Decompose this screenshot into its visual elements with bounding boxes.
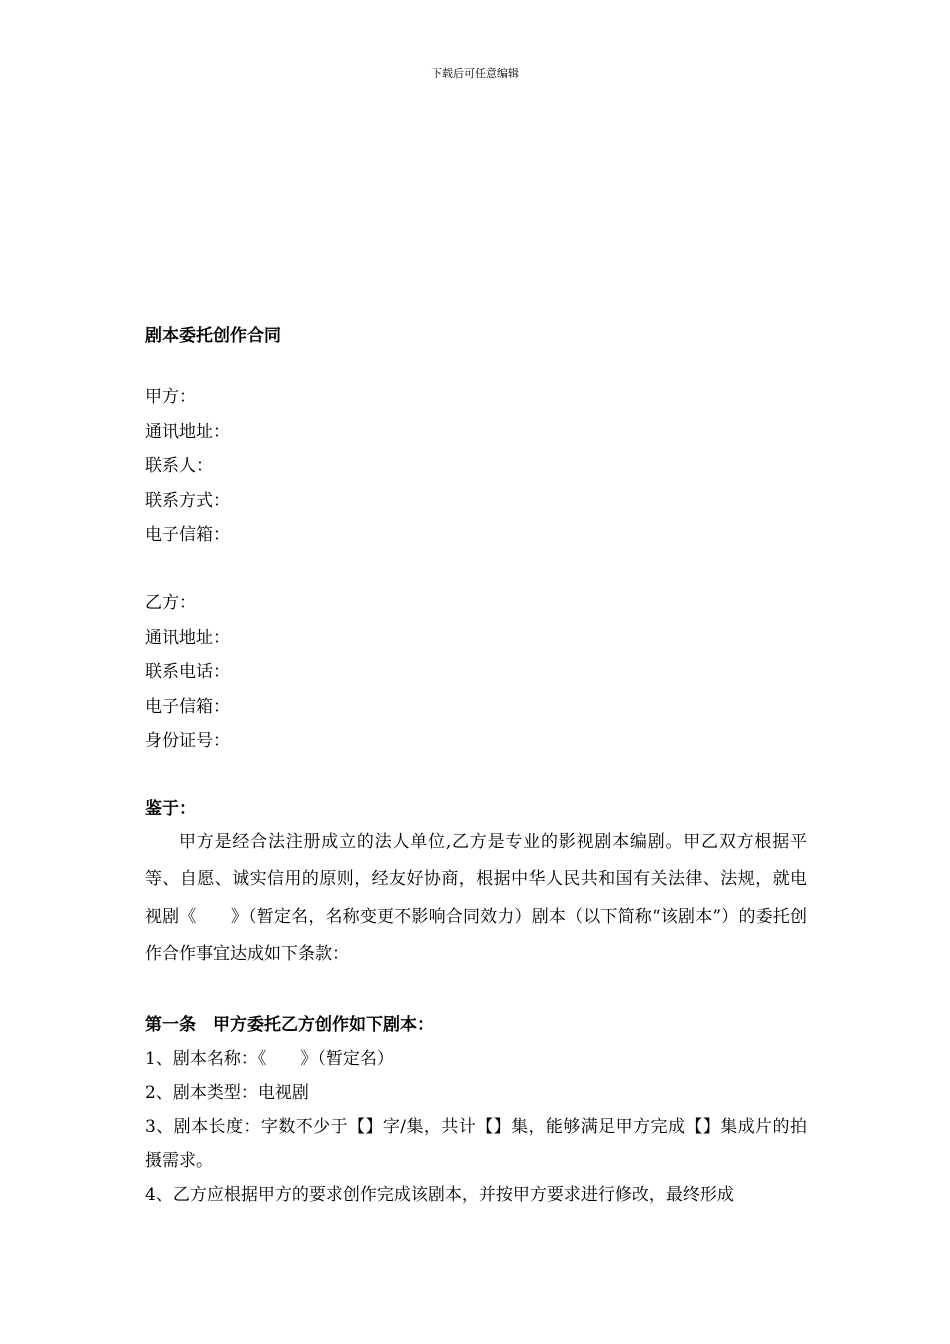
whereas-body: 甲方是经合法注册成立的法人单位,乙方是专业的影视剧本编剧。甲乙双方根据平等、自愿、诚实信用的原则，经友好协商，根据中华人民共和国有关法律、法规，就电视剧《 》（暂定名，名称变更不影响合同效力）剧本（以下简称“该剧本”）的委托创作合作事宜达成如下条款： [145,831,807,964]
party-a-address-label: 通讯地址： [145,421,230,442]
whereas-section [145,792,807,974]
party-a-phone-label: 联系方式： [145,490,230,511]
article-1-item-2: 2、剧本类型：电视剧 [145,1083,309,1103]
party-b-name-label: 乙方： [145,593,196,613]
party-b-address-label: 通讯地址： [145,627,230,648]
party-a-contact-label: 联系人： [145,456,213,476]
party-b-id-label: 身份证号： [145,731,230,751]
party-a-name-label: 甲方： [145,387,196,407]
article-1-heading: 第一条 甲方委托乙方创作如下剧本： [145,1015,434,1035]
party-a-email-label: 电子信箱： [145,525,230,545]
party-b-section [145,586,807,759]
article-1-section [145,1008,807,1212]
party-a-section [145,380,807,553]
page-header-note: 下载后可任意编辑 [431,67,519,80]
document-title: 剧本委托创作合同 [145,326,281,346]
party-b-email-label: 电子信箱： [145,696,230,717]
article-1-item-4: 4、乙方应根据甲方的要求创作完成该剧本，并按甲方要求进行修改，最终形成 [145,1185,734,1205]
article-1-item-1: 1、剧本名称：《 》（暂定名） [145,1049,394,1069]
party-b-phone-label: 联系电话： [145,662,230,682]
whereas-heading: 鉴于： [145,799,196,819]
article-1-item-3: 3、剧本长度：字数不少于【】字/集，共计【】集，能够满足甲方完成【】集成片的拍摄需求。 [145,1117,807,1171]
